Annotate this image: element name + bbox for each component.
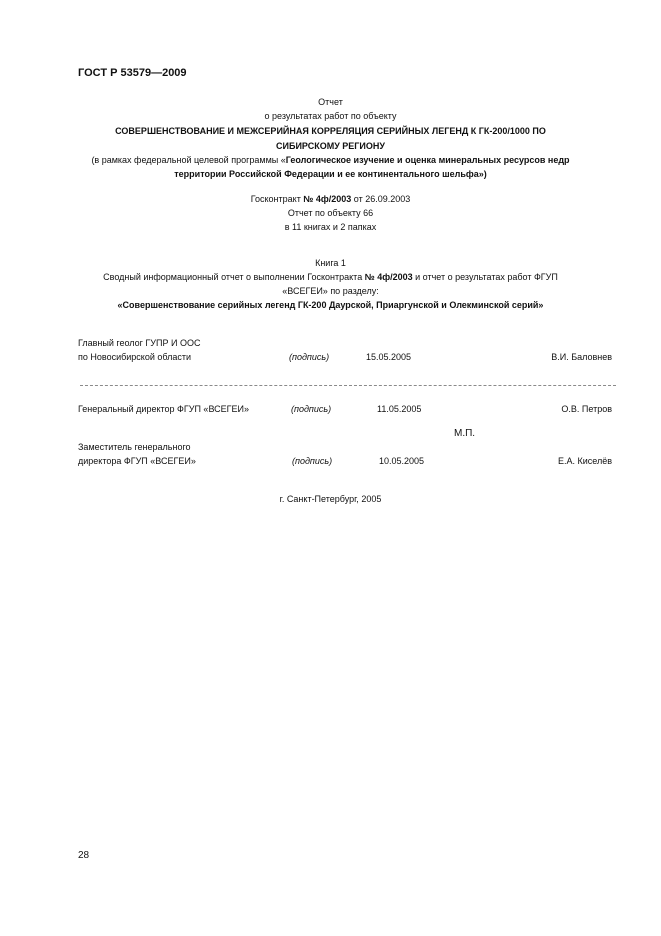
signer-1-date: 15.05.2005 bbox=[366, 352, 412, 362]
seal-place-mark: М.П. bbox=[454, 428, 476, 439]
report-subject: о результатах работ по объекту bbox=[264, 111, 397, 121]
signer-3-role-line-1: Заместитель генерального bbox=[78, 442, 191, 452]
signer-2-date: 11.05.2005 bbox=[377, 404, 422, 414]
volumes-count: в 11 книгах и 2 папках bbox=[284, 222, 377, 232]
signer-1-role-line-2: по Новосибирской области bbox=[78, 352, 192, 362]
book-desc-suffix: и отчет о результатах работ ФГУП bbox=[412, 272, 558, 282]
contract-number: № 4ф/2003 bbox=[303, 194, 352, 204]
contract-line bbox=[0, 192, 661, 206]
program-prefix: (в рамках федеральной целевой программы « bbox=[91, 155, 286, 165]
program-name-part-1: Геологическое изучение и оценка минеральных ресурсов недр bbox=[285, 155, 570, 165]
signer-3-name: Е.А. Киселёв bbox=[557, 456, 612, 466]
program-line-1 bbox=[0, 153, 661, 167]
contract-date: от 26.09.2003 bbox=[351, 194, 411, 204]
book-title: Книга 1 bbox=[315, 258, 346, 268]
signer-1-signature: (подпись) bbox=[289, 352, 330, 362]
signer-3-date: 10.05.2005 bbox=[379, 456, 425, 466]
report-label: Отчет bbox=[318, 97, 343, 107]
signer-2-name: О.В. Петров bbox=[561, 404, 612, 414]
object-number: Отчет по объекту 66 bbox=[287, 208, 374, 218]
page-number: 28 bbox=[78, 850, 90, 861]
book-description-line-1 bbox=[0, 270, 661, 284]
signer-3-signature: (подпись) bbox=[292, 456, 333, 466]
signer-2-signature: (подпись) bbox=[291, 404, 332, 414]
program-line-2: территории Российской Федерации и ее континентального шельфа») bbox=[174, 169, 487, 179]
signer-3-role-line-2: директора ФГУП «ВСЕГЕИ» bbox=[78, 456, 196, 466]
report-title-line-2: СИБИРСКОМУ РЕГИОНУ bbox=[276, 141, 385, 151]
book-desc-prefix: Сводный информационный отчет о выполнении Госконтракта bbox=[103, 272, 365, 282]
contract-prefix: Госконтракт bbox=[250, 194, 304, 204]
book-contract-number: № 4ф/2003 bbox=[364, 272, 413, 282]
place-and-year: г. Санкт-Петербург, 2005 bbox=[279, 494, 382, 504]
report-title-line-1: СОВЕРШЕНСТВОВАНИЕ И МЕЖСЕРИЙНАЯ КОРРЕЛЯЦИЯ СЕРИЙНЫХ ЛЕГЕНД К ГК-200/1000 ПО bbox=[115, 126, 546, 136]
separator-line bbox=[80, 385, 616, 386]
signer-1-role-line-1: Главный геолог ГУПР И ООС bbox=[78, 338, 201, 348]
signer-1-name: В.И. Баловнев bbox=[551, 352, 612, 362]
signer-2-role: Генеральный директор ФГУП «ВСЕГЕИ» bbox=[78, 404, 249, 414]
standard-number: ГОСТ Р 53579—2009 bbox=[78, 67, 187, 79]
book-description-line-2: «ВСЕГЕИ» по разделу: bbox=[282, 286, 379, 296]
book-section-title: «Совершенствование серийных легенд ГК-200 Даурской, Приаргунской и Олекминской серий» bbox=[117, 300, 544, 310]
